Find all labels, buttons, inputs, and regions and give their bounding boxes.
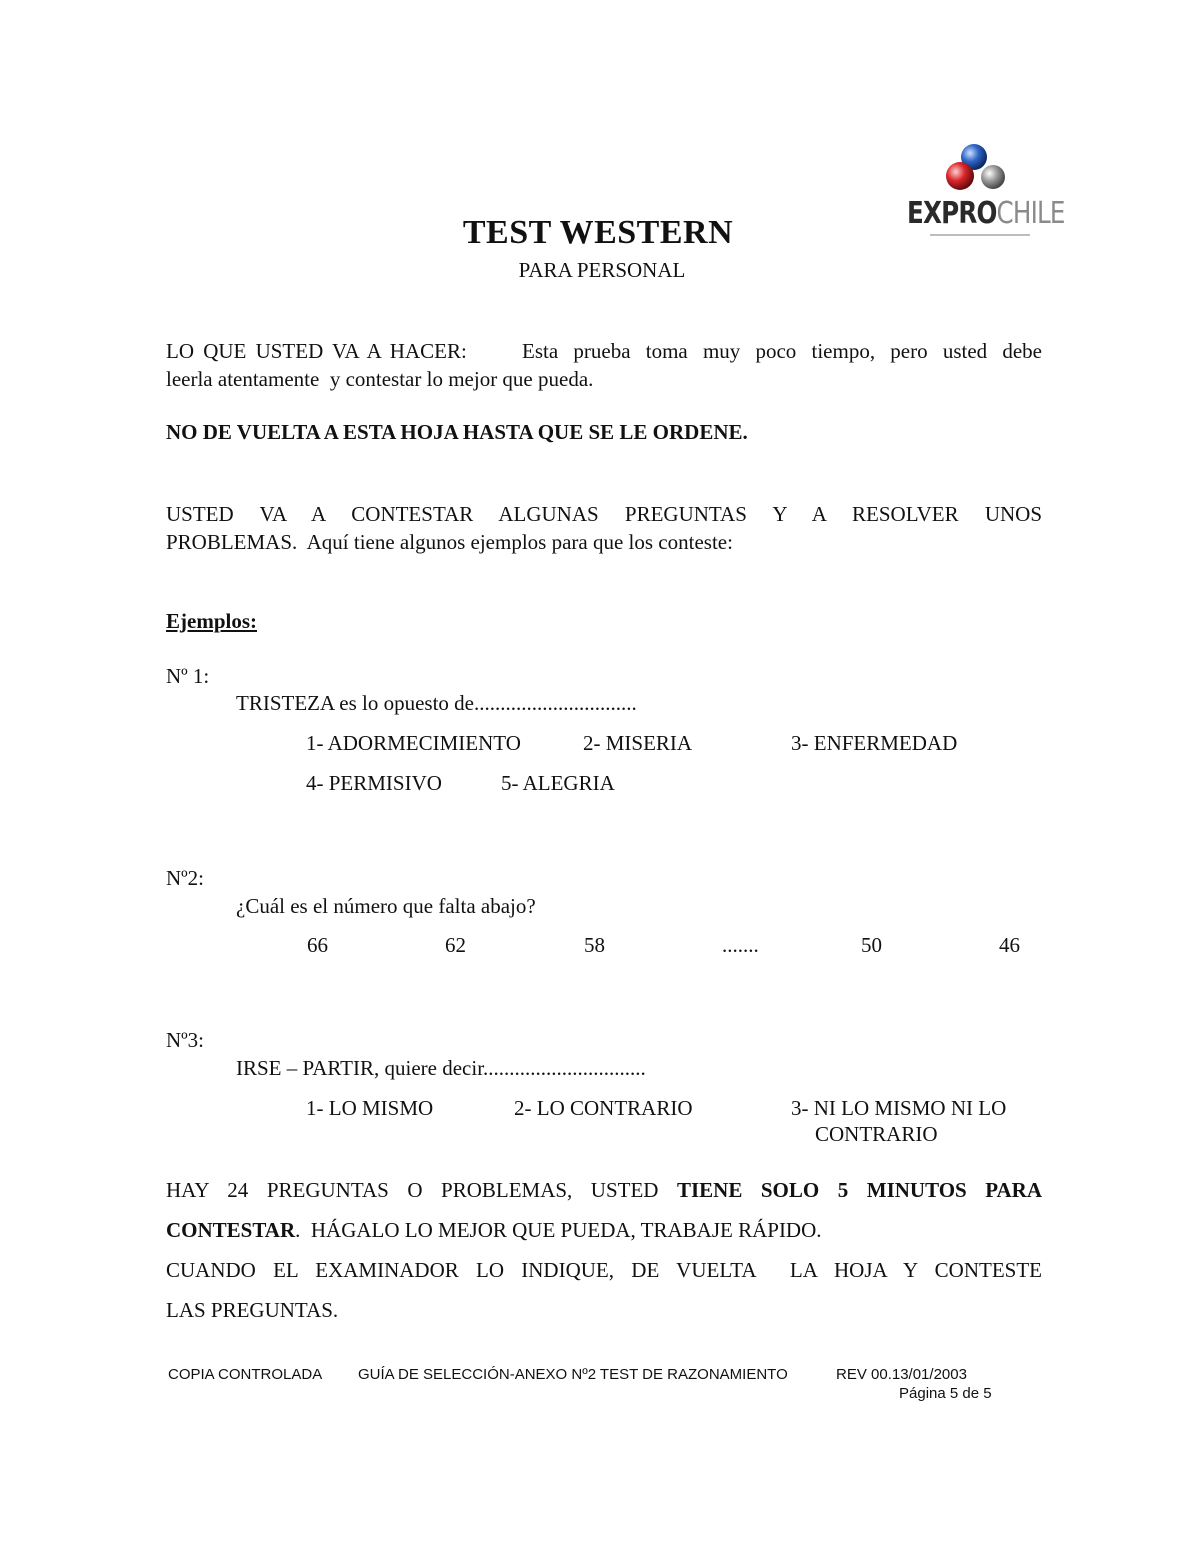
closing-line-1-text: HAY 24 PREGUNTAS O PROBLEMAS, USTED (166, 1178, 659, 1202)
intro-text: Esta prueba toma muy poco tiempo, pero usted debe (522, 339, 1042, 363)
footer-document-name: GUÍA DE SELECCIÓN-ANEXO Nº2 TEST DE RAZONAMIENTO (358, 1366, 788, 1383)
example-1-option: 1- ADORMECIMIENTO (306, 731, 521, 755)
logo-spheres-icon (945, 142, 1015, 197)
example-1-option: 4- PERMISIVO (306, 771, 442, 795)
logo-part-expro: EXPRO (907, 196, 997, 231)
example-1-option: 2- MISERIA (583, 731, 693, 755)
closing-line-4: LAS PREGUNTAS. (166, 1298, 339, 1322)
example-2-label: Nº2: (166, 866, 205, 890)
example-3-option: 2- LO CONTRARIO (514, 1096, 693, 1120)
intro-paragraph-line-1: USTED VA A CONTESTAR ALGUNAS PREGUNTAS Y A RESOLVER UNOS (166, 502, 1042, 526)
example-2-number: 66 (307, 933, 328, 957)
example-1-question: TRISTEZA es lo opuesto de............................... (236, 691, 637, 715)
example-2-number: 62 (445, 933, 466, 957)
intro-paragraph-line-2: PROBLEMAS. Aquí tiene algunos ejemplos para que los conteste: (166, 530, 733, 554)
closing-line-2 (166, 1218, 822, 1243)
example-3-question: IRSE – PARTIR, quiere decir............................... (236, 1056, 646, 1080)
intro-line-1 (166, 339, 1042, 364)
example-1-label: Nº 1: (166, 664, 210, 688)
example-2-question: ¿Cuál es el número que falta abajo? (236, 894, 536, 918)
example-2-number: 46 (999, 933, 1020, 957)
example-2-blank: ....... (722, 933, 759, 957)
example-1-option: 5- ALEGRIA (501, 771, 615, 795)
warning-text: NO DE VUELTA A ESTA HOJA HASTA QUE SE LE ORDENE. (166, 420, 748, 444)
example-3-option: 3- NI LO MISMO NI LO (791, 1096, 1007, 1120)
closing-line-1-emphasis: TIENE SOLO 5 MINUTOS PARA (677, 1178, 1043, 1202)
closing-line-3: CUANDO EL EXAMINADOR LO INDIQUE, DE VUELTA LA HOJA Y CONTESTE (166, 1258, 1042, 1282)
example-3-option-continued: CONTRARIO (815, 1122, 938, 1146)
intro-label: LO QUE USTED VA A HACER: (166, 339, 467, 363)
closing-line-2-emphasis: CONTESTAR (166, 1218, 296, 1242)
logo-part-chile: CHILE (996, 196, 1065, 231)
page-subtitle: PARA PERSONAL (518, 258, 686, 282)
example-2-number: 50 (861, 933, 882, 957)
example-2-number: 58 (584, 933, 605, 957)
example-3-option: 1- LO MISMO (306, 1096, 434, 1120)
page-title: TEST WESTERN (462, 214, 734, 251)
closing-line-2-text: . HÁGALO LO MEJOR QUE PUEDA, TRABAJE RÁPIDO. (295, 1218, 822, 1242)
example-3-label: Nº3: (166, 1028, 205, 1052)
example-1-option: 3- ENFERMEDAD (791, 731, 958, 755)
intro-line-2: leerla atentamente y contestar lo mejor que pueda. (166, 367, 594, 391)
closing-line-1 (166, 1178, 1042, 1203)
footer-copy-label: COPIA CONTROLADA (168, 1366, 323, 1383)
footer-page-number: Página 5 de 5 (899, 1385, 992, 1402)
examples-heading: Ejemplos: (166, 609, 257, 633)
footer-revision: REV 00.13/01/2003 (836, 1366, 967, 1383)
